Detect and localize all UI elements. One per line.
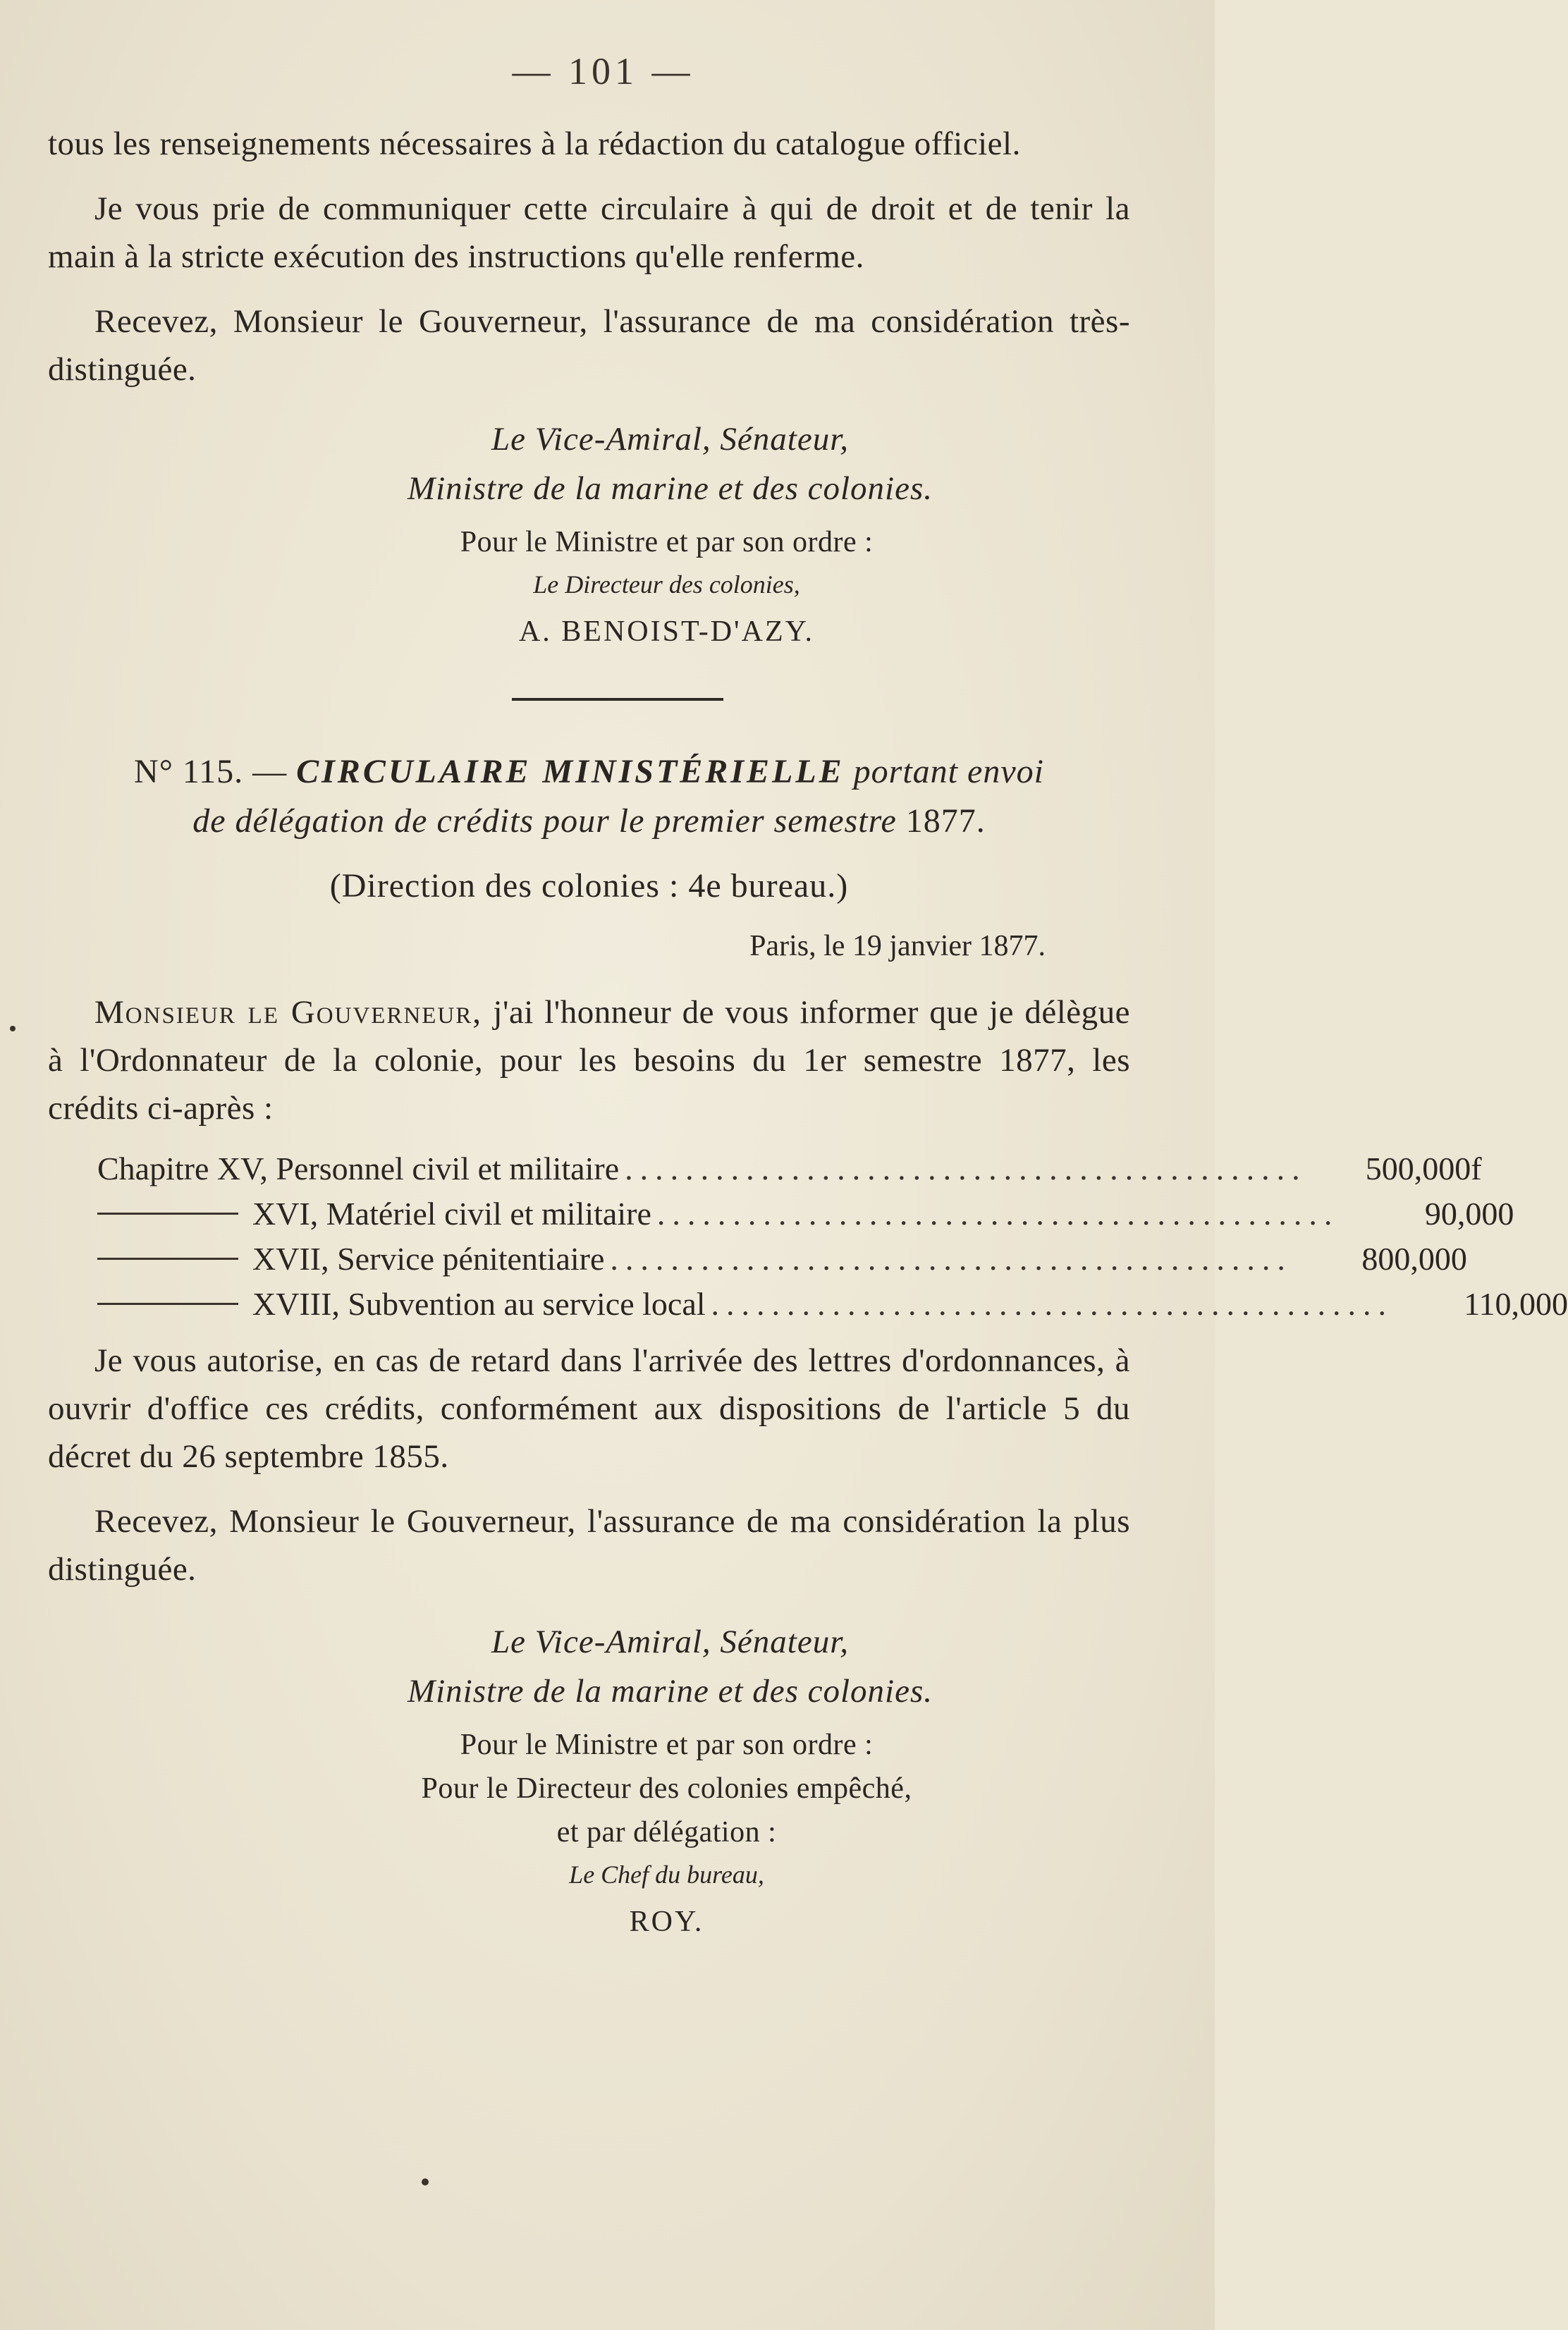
circular-title-line2: de délégation de crédits pour le premier semestre [192,802,897,840]
credit-amount: 500,000f [1365,1151,1482,1187]
credit-label: XVIII, Subvention au service local [252,1286,706,1322]
ink-speck [10,1026,16,1031]
signature-1-name: A. BENOIST-D'AZY. [518,615,815,648]
signature-2-director: Pour le Directeur des colonies empêché, [421,1772,912,1805]
ditto-dash [97,1303,238,1305]
ditto-dash [97,1258,238,1260]
signature-block-2 [48,1617,1130,1944]
intro-paragraph-3: Recevez, Monsieur le Gouverneur, l'assurance de ma considération très-distinguée. [48,303,1130,388]
credit-label: XVII, Service pénitentiaire [252,1241,605,1277]
intro-paragraph-2: Je vous prie de communiquer cette circulaire à qui de droit et de tenir la main à la stricte exécution des instructions qu'elle renferme. [48,190,1130,275]
page-number: — 101 — [512,50,694,92]
intro-paragraph-1: tous les renseignements nécessaires à la rédaction du catalogue officiel. [48,125,1021,162]
body-paragraph-2: Je vous autorise, en cas de retard dans l'arrivée des lettres d'ordonnances, à ouvrir d'office ces crédits, conformément aux dispositions de l'article 5 du décret du 26 septembre 1855. [48,1342,1130,1475]
ink-speck [422,2178,429,2185]
circular-title-caps: CIRCULAIRE MINISTÉRIELLE [296,753,845,790]
signature-1-ministry: Ministre de la marine et des colonies. [407,470,933,507]
circular-subtitle: (Direction des colonies : 4e bureau.) [329,867,849,905]
signature-2-ministry: Ministre de la marine et des colonies. [407,1673,933,1710]
leader-dots: ............................................. [625,1151,1307,1187]
credits-list [48,1146,1568,1327]
circular-number: N° 115. [134,753,244,790]
signature-1-title: Le Vice-Amiral, Sénateur, [491,421,850,458]
body-paragraph-1-text: j'ai l'honneur de vous informer que je délègue à l'Ordonnateur de la colonie, pour les besoins du 1er semestre 1877, les crédits ci-après : [48,994,1130,1127]
signature-1-director: Le Directeur des colonies, [533,570,800,599]
circular-dash: — [252,753,288,790]
body-paragraph-1 [48,988,1130,1132]
credit-label: Chapitre XV, Personnel civil et militaire [97,1151,620,1187]
ditto-dash [97,1213,238,1215]
leader-dots: ............................................. [711,1286,1394,1322]
signature-2-title: Le Vice-Amiral, Sénateur, [491,1624,850,1660]
salutation: Monsieur le Gouverneur, [94,994,483,1031]
circular-heading [48,747,1130,969]
credit-label: XVI, Matériel civil et militaire [252,1196,651,1232]
signature-2-name: ROY. [629,1906,704,1938]
signature-2-order: Pour le Ministre et par son ordre : [460,1729,874,1761]
credit-row [48,1191,1514,1237]
credit-amount: 800,000 [1361,1241,1467,1277]
leader-dots: ............................................. [610,1241,1292,1277]
circular-date: Paris, le 19 janvier 1877. [749,930,1046,962]
signature-2-chief: Le Chef du bureau, [569,1860,764,1889]
credit-amount: 90,000 [1424,1196,1514,1232]
credit-row [48,1146,1482,1191]
signature-1-order: Pour le Ministre et par son ordre : [460,526,874,558]
credit-row [48,1237,1467,1282]
signature-2-delegation: et par délégation : [556,1816,777,1848]
section-divider [512,698,723,701]
circular-year: 1877. [905,802,986,840]
circular-title-rest: portant envoi [853,753,1044,790]
leader-dots: ............................................. [656,1196,1340,1232]
credit-amount: 110,000 [1464,1286,1568,1322]
credit-row [48,1282,1568,1327]
signature-block-1 [48,415,1130,654]
body-paragraph-3: Recevez, Monsieur le Gouverneur, l'assurance de ma considération la plus distinguée. [48,1503,1130,1588]
